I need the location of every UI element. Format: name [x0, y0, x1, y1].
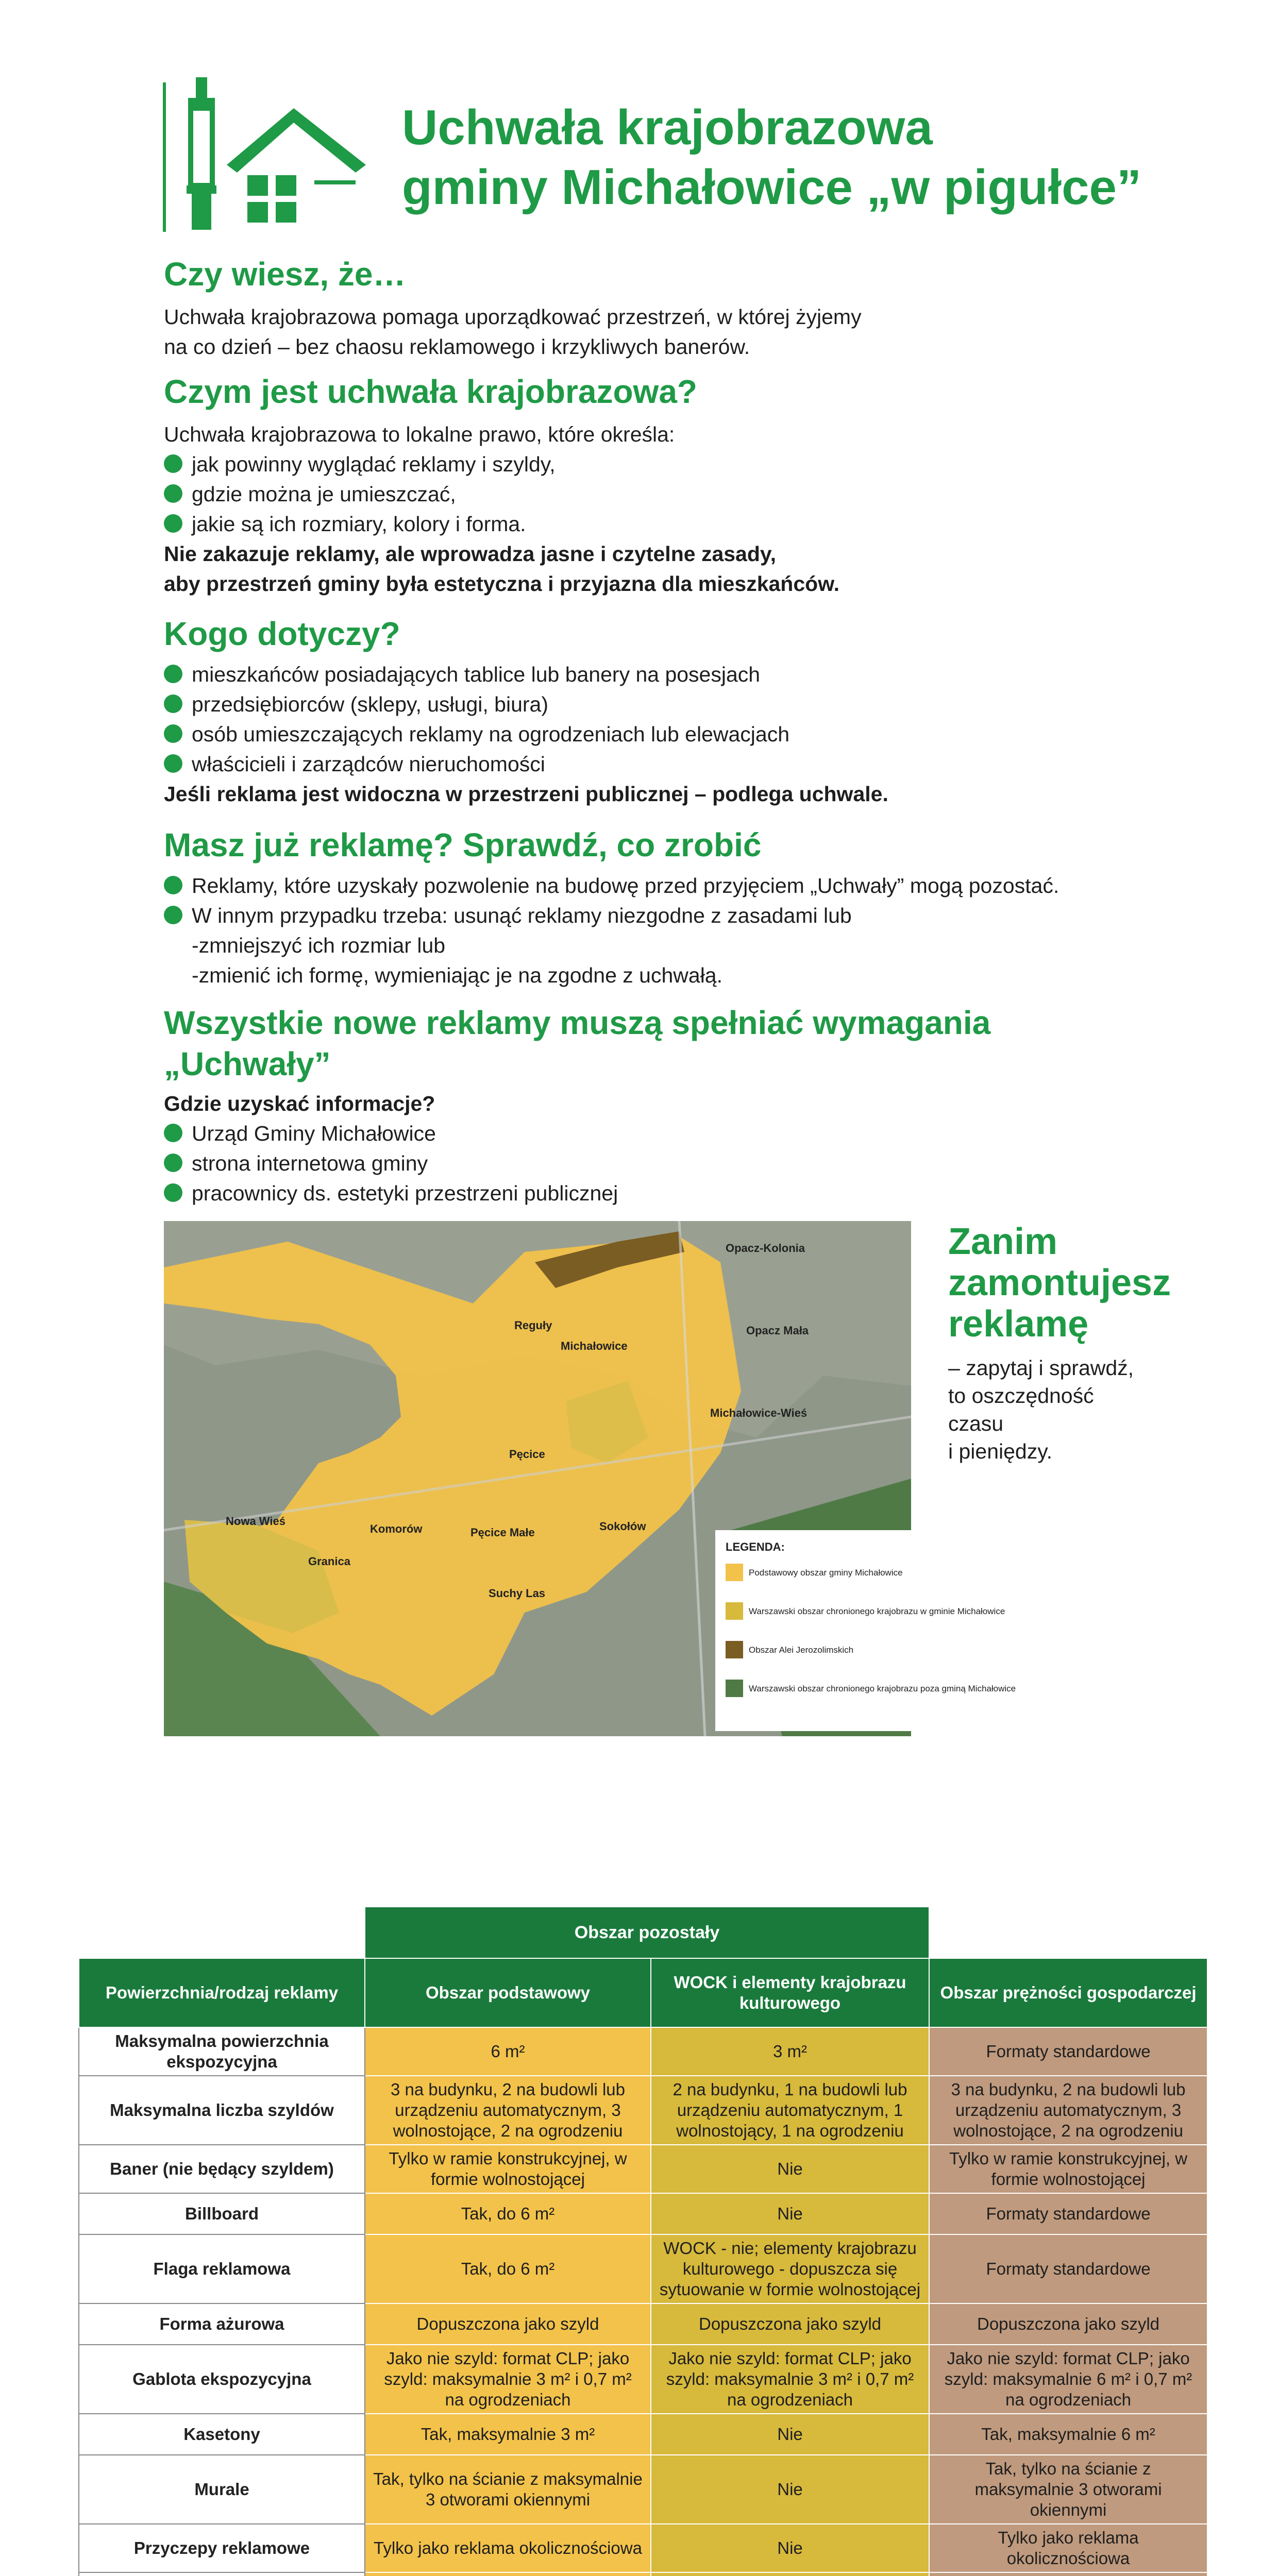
section-already-have [164, 824, 1143, 990]
callout-title: zamontujesz [948, 1262, 1171, 1303]
table-cell: 3 m² [651, 2027, 929, 2076]
table-cell: 3 na budynku, 2 na budowli lub urządzeniu automatycznym, 3 wolnostojące, 2 na ogrodzeniu [929, 2076, 1207, 2145]
section-new-ads [164, 1002, 1143, 1208]
list-item: W innym przypadku trzeba: usunąć reklamy niezgodne z zasadami lub [164, 901, 1143, 930]
table-cell [929, 2572, 1207, 2576]
table-row [79, 2193, 1207, 2234]
list-item: właścicieli i zarządców nieruchomości [164, 749, 1143, 779]
map-label: Sokołów [599, 1520, 646, 1533]
section-who [164, 613, 1143, 809]
list-item: pracownicy ds. estetyki przestrzeni publicznej [164, 1178, 1143, 1208]
table-cell: Formaty standardowe [929, 2234, 1207, 2303]
bold-note: aby przestrzeń gminy była estetyczna i przyjazna dla mieszkańców. [164, 572, 839, 596]
sub-item: -zmniejszyć ich rozmiar lub [192, 934, 446, 957]
row-label: Baner (nie będący szyldem) [79, 2145, 365, 2193]
table-row [79, 2572, 1207, 2576]
table-cell [365, 2572, 651, 2576]
bullet-icon [164, 1124, 182, 1142]
map-label: Pęcice [509, 1448, 545, 1461]
table-header-row [79, 1958, 1207, 2027]
list-item: Urząd Gminy Michałowice [164, 1118, 1143, 1148]
paragraph: Uchwała krajobrazowa to lokalne prawo, które określa: [164, 422, 675, 446]
bullet-icon [164, 876, 182, 894]
list-item: osób umieszczających reklamy na ogrodzeniach lub elewacjach [164, 719, 1143, 749]
title-line-2: gminy Michałowice „w pigułce” [402, 160, 1141, 215]
callout-text: – zapytaj i sprawdź, to oszczędność czasu i pieniędzy. [948, 1356, 1134, 1463]
callout-zanim [948, 1221, 1171, 1465]
list-item: jak powinny wyglądać reklamy i szyldy, [164, 449, 1143, 479]
row-label: Gablota ekspozycyjna [79, 2345, 365, 2414]
table-cell: Formaty standardowe [929, 2193, 1207, 2234]
legend-title: LEGENDA: [726, 1540, 785, 1553]
sub-item: -zmienić ich formę, wymieniając je na zgodne z uchwałą. [192, 963, 723, 987]
row-label: Forma ażurowa [79, 2303, 365, 2345]
list-item: jakie są ich rozmiary, kolory i forma. [164, 509, 1143, 539]
map-label: Opacz Mała [746, 1324, 809, 1337]
table-cell: Dopuszczona jako szyld [651, 2303, 929, 2345]
bullet-icon [164, 724, 182, 743]
bullet-icon [164, 665, 182, 683]
map-label: Michałowice-Wieś [710, 1406, 808, 1419]
table-cell: 6 m² [365, 2027, 651, 2076]
section-what-is [164, 371, 1143, 599]
bullet-icon [164, 454, 182, 473]
table-row [79, 2076, 1207, 2145]
table-cell: Dopuszczona jako szyld [365, 2303, 651, 2345]
table-cell: Nie [651, 2524, 929, 2572]
bullet-icon [164, 514, 182, 533]
table-row [79, 2345, 1207, 2414]
section-heading: Czy wiesz, że… [164, 256, 406, 293]
bullet-icon [164, 484, 182, 503]
table-row [79, 2234, 1207, 2303]
table-cell: 3 na budynku, 2 na budowli lub urządzeniu automatycznym, 3 wolnostojące, 2 na ogrodzeniu [365, 2076, 651, 2145]
map-legend [715, 1530, 1016, 1731]
table-cell: WOCK - nie; elementy krajobrazu kulturowego - dopuszcza się sytuowanie w formie wolnostojącej [651, 2234, 929, 2303]
bullet-icon [164, 1183, 182, 1202]
bold-note: Nie zakazuje reklamy, ale wprowadza jasne i czytelne zasady, [164, 542, 777, 566]
section-heading: Czym jest uchwała krajobrazowa? [164, 373, 697, 410]
table-cell: Dopuszczona jako szyld [929, 2303, 1207, 2345]
table-cell: Jako nie szyld: format CLP; jako szyld: maksymalnie 3 m² i 0,7 m² na ogrodzeniach [365, 2345, 651, 2414]
legend-entry: Warszawski obszar chronionego krajobrazu poza gminą Michałowice [749, 1684, 1016, 1693]
group-header: Obszar pozostały [365, 1907, 929, 1958]
table-cell: Jako nie szyld: format CLP; jako szyld: maksymalnie 3 m² i 0,7 m² na ogrodzeniach [651, 2345, 929, 2414]
logo-icon [160, 72, 397, 232]
title-line-1: Uchwała krajobrazowa [402, 100, 933, 155]
legend-entry: Obszar Alei Jerozolimskich [749, 1645, 854, 1655]
legend-entry: Podstawowy obszar gminy Michałowice [749, 1568, 903, 1578]
bullet-icon [164, 754, 182, 773]
table-cell: Tak, tylko na ścianie z maksymalnie 3 otworami okiennymi [365, 2455, 651, 2524]
map-label: Granica [308, 1555, 350, 1568]
table-cell [651, 2572, 929, 2576]
table-row [79, 2414, 1207, 2455]
list-item: mieszkańców posiadających tablice lub banery na posesjach [164, 659, 1143, 689]
row-label: Flaga reklamowa [79, 2234, 365, 2303]
row-label: Murale [79, 2455, 365, 2524]
table-cell: Tylko jako reklama okolicznościowa [929, 2524, 1207, 2572]
row-label [79, 2572, 365, 2576]
table-cell: Nie [651, 2145, 929, 2193]
table-cell: Tylko w ramie konstrukcyjnej, w formie wolnostojącej [365, 2145, 651, 2193]
table-cell: Nie [651, 2193, 929, 2234]
map-label: Opacz-Kolonia [726, 1242, 805, 1255]
bullet-icon [164, 906, 182, 924]
column-header: Obszar prężności gospodarczej [929, 1958, 1207, 2027]
list-item: przedsiębiorców (sklepy, usługi, biura) [164, 689, 1143, 719]
list-item: Reklamy, które uzyskały pozwolenie na budowę przed przyjęciem „Uchwały” mogą pozostać. [164, 871, 1143, 901]
table-cell: Tak, tylko na ścianie z maksymalnie 3 otworami okiennymi [929, 2455, 1207, 2524]
row-label: Kasetony [79, 2414, 365, 2455]
paragraph: na co dzień – bez chaosu reklamowego i krzykliwych banerów. [164, 335, 750, 359]
section-heading: Masz już reklamę? Sprawdź, co zrobić [164, 826, 762, 863]
callout-title: Zanim [948, 1221, 1058, 1262]
table-cell: Tak, do 6 m² [365, 2234, 651, 2303]
regulations-table [78, 1906, 1207, 2576]
row-label: Billboard [79, 2193, 365, 2234]
page-title [402, 98, 1141, 217]
list-item: strona internetowa gminy [164, 1148, 1143, 1178]
bold-note: Jeśli reklama jest widoczna w przestrzeni publicznej – podlega uchwale. [164, 782, 888, 806]
section-heading: Kogo dotyczy? [164, 615, 400, 652]
paragraph: Uchwała krajobrazowa pomaga uporządkować przestrzeń, w której żyjemy [164, 305, 862, 329]
row-label: Maksymalna liczba szyldów [79, 2076, 365, 2145]
map-label: Michałowice [561, 1340, 628, 1352]
table-cell: 2 na budynku, 1 na budowli lub urządzeniu automatycznym, 1 wolnostojący, 1 na ogrodzeniu [651, 2076, 929, 2145]
section-heading: Wszystkie nowe reklamy muszą spełniać wymagania „Uchwały” [164, 1004, 991, 1082]
map-label: Komorów [370, 1522, 423, 1535]
column-header: Obszar podstawowy [365, 1958, 651, 2027]
row-label: Maksymalna powierzchnia ekspozycyjna [79, 2027, 365, 2076]
list-item: gdzie można je umieszczać, [164, 479, 1143, 509]
map-label: Pęcice Małe [470, 1526, 535, 1539]
map-label: Suchy Las [489, 1587, 546, 1600]
table-row [79, 2524, 1207, 2572]
bullet-icon [164, 1154, 182, 1172]
table-row [79, 2027, 1207, 2076]
bullet-icon [164, 694, 182, 713]
table-cell: Tylko w ramie konstrukcyjnej, w formie wolnostojącej [929, 2145, 1207, 2193]
table-row [79, 2455, 1207, 2524]
table-cell: Formaty standardowe [929, 2027, 1207, 2076]
callout-title: reklamę [948, 1303, 1089, 1345]
table-cell: Tak, maksymalnie 3 m² [365, 2414, 651, 2455]
table-cell: Tak, do 6 m² [365, 2193, 651, 2234]
row-label: Przyczepy reklamowe [79, 2524, 365, 2572]
map-label: Nowa Wieś [226, 1515, 285, 1528]
table-cell: Jako nie szyld: format CLP; jako szyld: maksymalnie 6 m² i 0,7 m² na ogrodzeniach [929, 2345, 1207, 2414]
table-cell: Tak, maksymalnie 6 m² [929, 2414, 1207, 2455]
column-header: WOCK i elementy krajobrazu kulturowego [651, 1958, 929, 2027]
column-header: Powierzchnia/rodzaj reklamy [79, 1958, 365, 2027]
subheading: Gdzie uzyskać informacje? [164, 1092, 435, 1115]
table-cell: Nie [651, 2414, 929, 2455]
table-cell: Nie [651, 2455, 929, 2524]
legend-entry: Warszawski obszar chronionego krajobrazu w gminie Michałowice [749, 1606, 1005, 1616]
map-label: Reguły [514, 1319, 552, 1332]
section-did-you-know [164, 253, 1143, 362]
header [160, 72, 1139, 232]
table-cell: Tylko jako reklama okolicznościowa [365, 2524, 651, 2572]
table-row [79, 2303, 1207, 2345]
table-row [79, 2145, 1207, 2193]
